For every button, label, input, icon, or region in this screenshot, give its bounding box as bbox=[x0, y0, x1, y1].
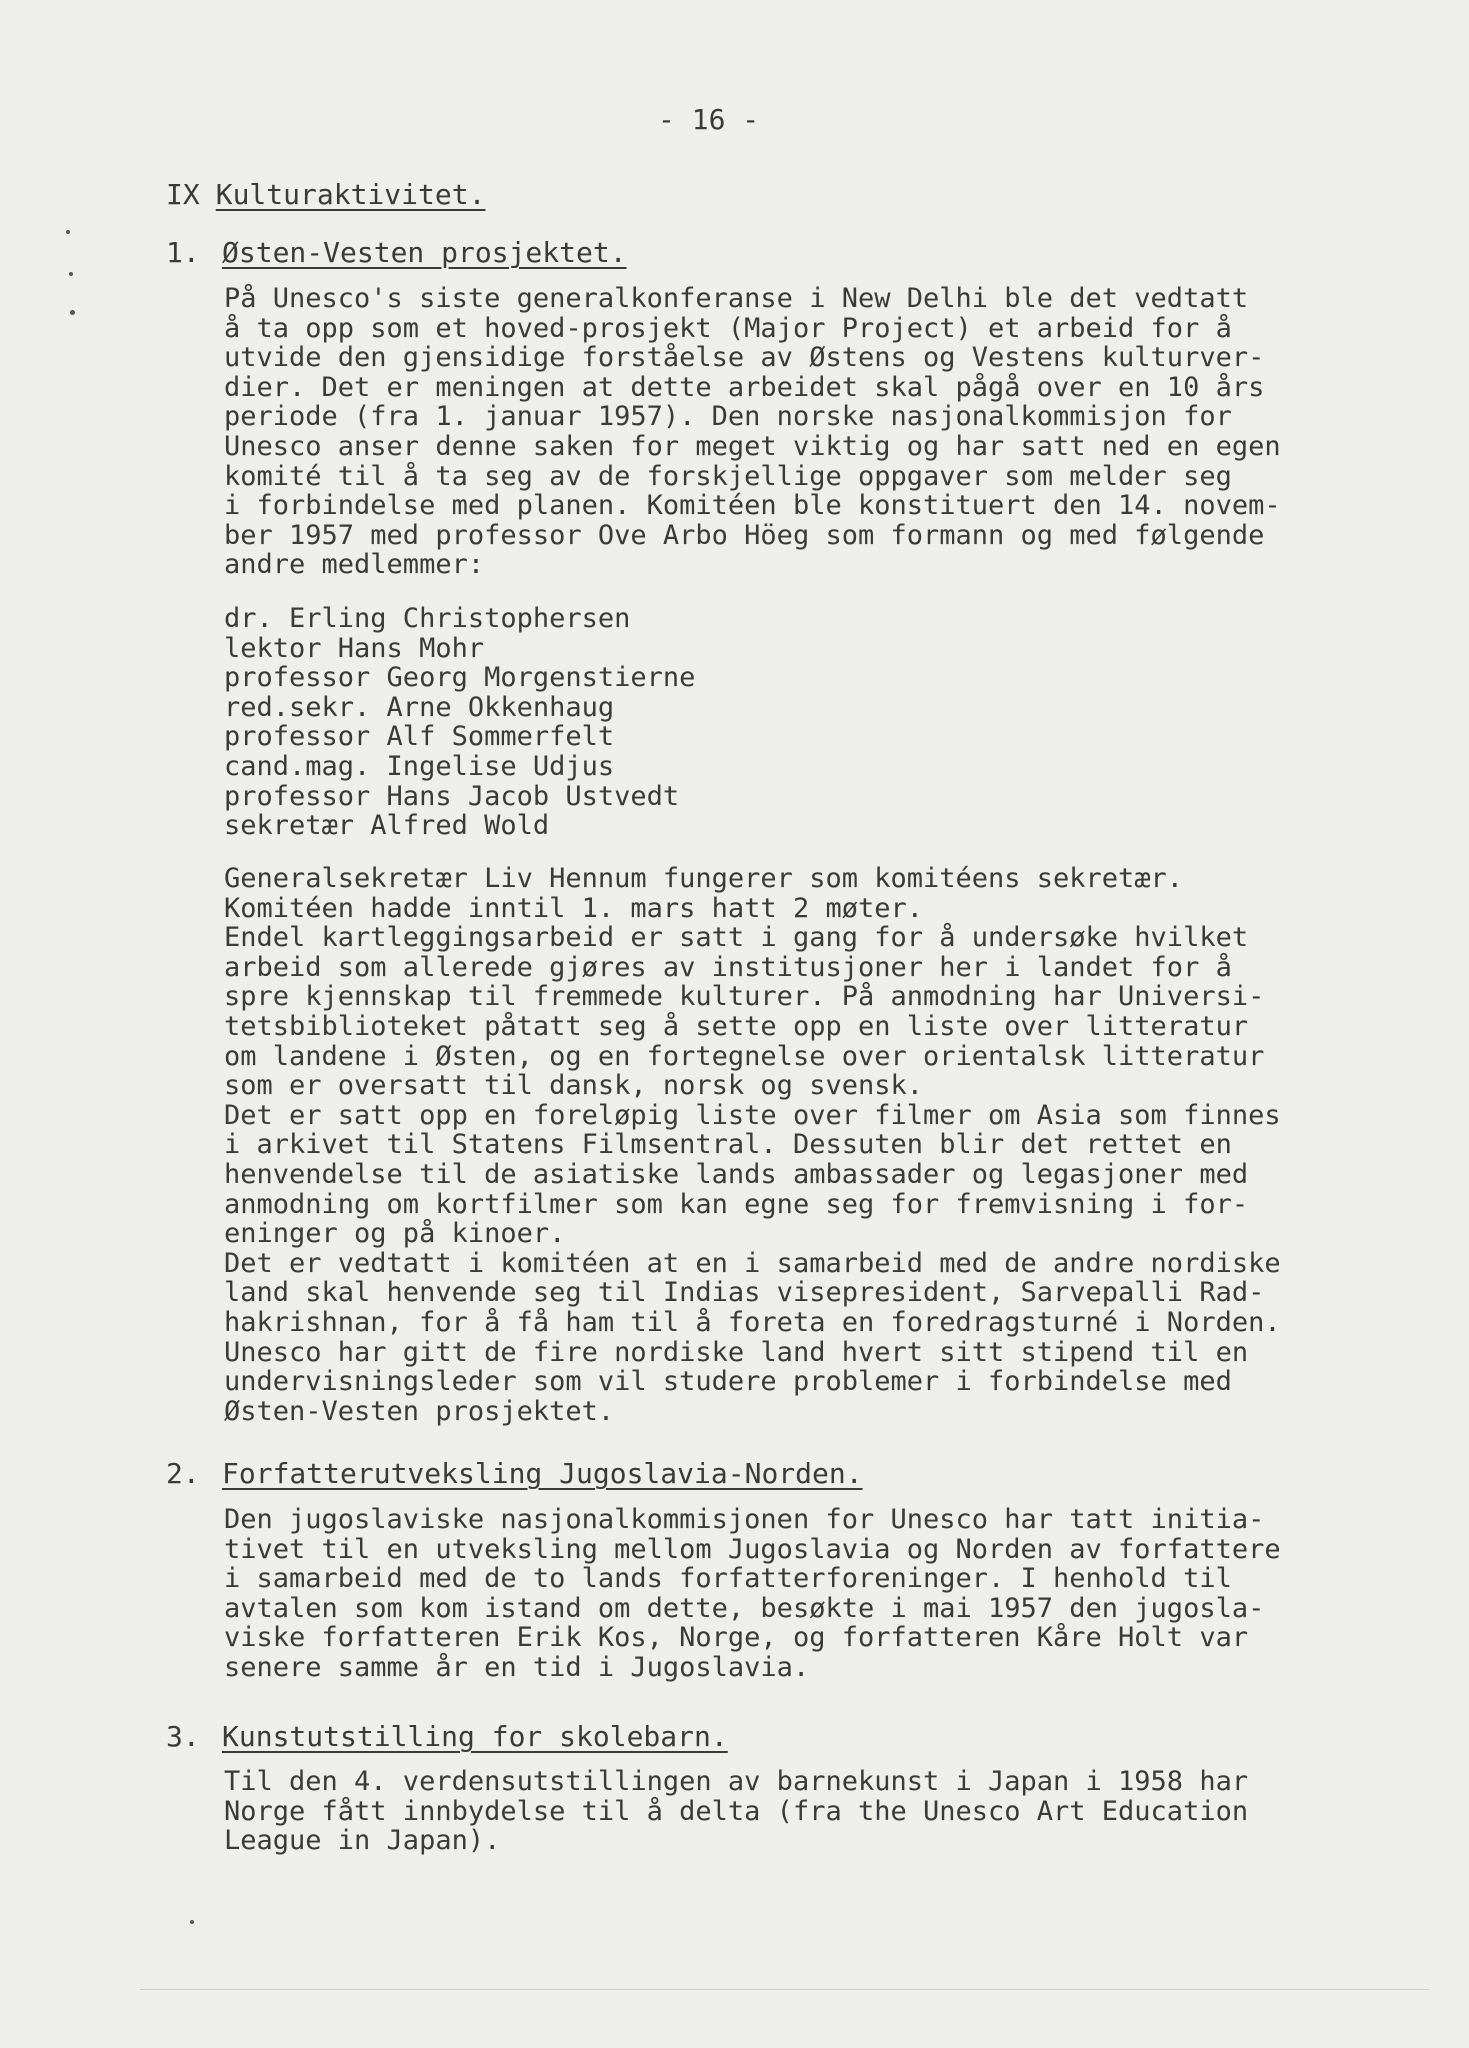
committee-member: cand.mag. Ingelise Udjus bbox=[224, 750, 615, 782]
committee-member: professor Alf Sommerfelt bbox=[224, 721, 615, 753]
item-1-heading bbox=[166, 238, 627, 268]
section-numeral: IX bbox=[166, 178, 200, 211]
item-3-title: Kunstutstilling for skolebarn. bbox=[222, 1720, 728, 1753]
item-2-heading bbox=[166, 1459, 863, 1489]
item-1-number: 1. bbox=[166, 236, 200, 269]
scan-speck bbox=[66, 230, 70, 234]
scan-speck bbox=[190, 1920, 194, 1924]
scan-speck bbox=[69, 272, 73, 276]
item-1-intro: På Unesco's siste generalkonferanse i New Delhi ble det vedtatt å ta opp som et hoved-prosjekt (Major Project) et arbeid for å utvide den gjensidige forståelse av Østens og Vestens kulturver- dier. Det er meningen at dette arbeidet skal pågå over en 10 års periode (fra 1. januar 1957). Den norske nasjonalkommisjon for Unesco anser denne saken for meget viktig og har satt ned en egen komité til å ta seg av de forskjellige oppgaver som melder seg i forbindelse med planen. Komitéen ble konstituert den 14. novem- ber 1957 med professor Ove Arbo Höeg som formann og med følgende andre medlemmer: bbox=[224, 283, 1281, 581]
item-1-body: Generalsekretær Liv Hennum fungerer som komitéens sekretær. Komitéen hadde inntil 1. mars hatt 2 møter. Endel kartleggingsarbeid er satt i gang for å undersøke hvilket arbeid som allerede gjøres av institusjoner her i landet for å spre kjennskap til fremmede kulturer. På anmodning har Universi- tetsbiblioteket påtatt seg å sette opp en liste over litteratur om landene i Østen, og en fortegnelse over orientalsk litteratur som er oversatt til dansk, norsk og svensk. Det er satt opp en foreløpig liste over filmer om Asia som finnes i arkivet til Statens Filmsentral. Dessuten blir det rettet en henvendelse til de asiatiske lands ambassader og legasjoner med anmodning om kortfilmer som kan egne seg for fremvisning i for- eninger og på kinoer. Det er vedtatt i komitéen at en i samarbeid med de andre nordiske land skal henvende seg til Indias visepresident, Sarvepalli Rad- hakrishnan, for å få ham til å foreta en foredragsturné i Norden. Unesco har gitt de fire nordiske land hvert sitt stipend til en undervisningsleder som vil studere problemer i forbindelse med Østen-Vesten prosjektet. bbox=[224, 863, 1281, 1427]
item-1-title: Østen-Vesten prosjektet. bbox=[222, 236, 627, 269]
item-2-body: Den jugoslaviske nasjonalkommisjonen for Unesco har tatt initia- tivet til en utveksling mellom Jugoslavia og Norden av forfattere i samarbeid med de to lands forfatterforeninger. I henhold til avtalen som kom istand om dette, besøkte i mai 1957 den jugosla- viske forfatteren Erik Kos, Norge, og forfatteren Kåre Holt var senere samme år en tid i Jugoslavia. bbox=[224, 1504, 1281, 1683]
committee-member: lektor Hans Mohr bbox=[224, 632, 485, 664]
committee-member: professor Hans Jacob Ustvedt bbox=[224, 780, 680, 812]
section-title: Kulturaktivitet. bbox=[215, 178, 486, 211]
committee-member-list bbox=[224, 604, 1024, 841]
committee-member: red.sekr. Arne Okkenhaug bbox=[224, 691, 615, 723]
item-3-heading bbox=[166, 1722, 728, 1752]
page-number: - 16 - bbox=[658, 103, 760, 136]
committee-member: dr. Erling Christophersen bbox=[224, 603, 631, 634]
item-2-title: Forfatterutveksling Jugoslavia-Norden. bbox=[222, 1457, 863, 1490]
item-2-number: 2. bbox=[166, 1457, 200, 1490]
committee-member: sekretær Alfred Wold bbox=[224, 810, 550, 842]
scan-edge-line bbox=[140, 1989, 1429, 1990]
item-3-number: 3. bbox=[166, 1720, 200, 1753]
scan-speck bbox=[70, 310, 75, 315]
committee-member: professor Georg Morgenstierne bbox=[224, 662, 696, 694]
section-heading bbox=[166, 180, 485, 210]
item-3-body: Til den 4. verdensutstillingen av barnekunst i Japan i 1958 har Norge fått innbydelse til å delta (fra the Unesco Art Education League in Japan). bbox=[224, 1766, 1249, 1857]
